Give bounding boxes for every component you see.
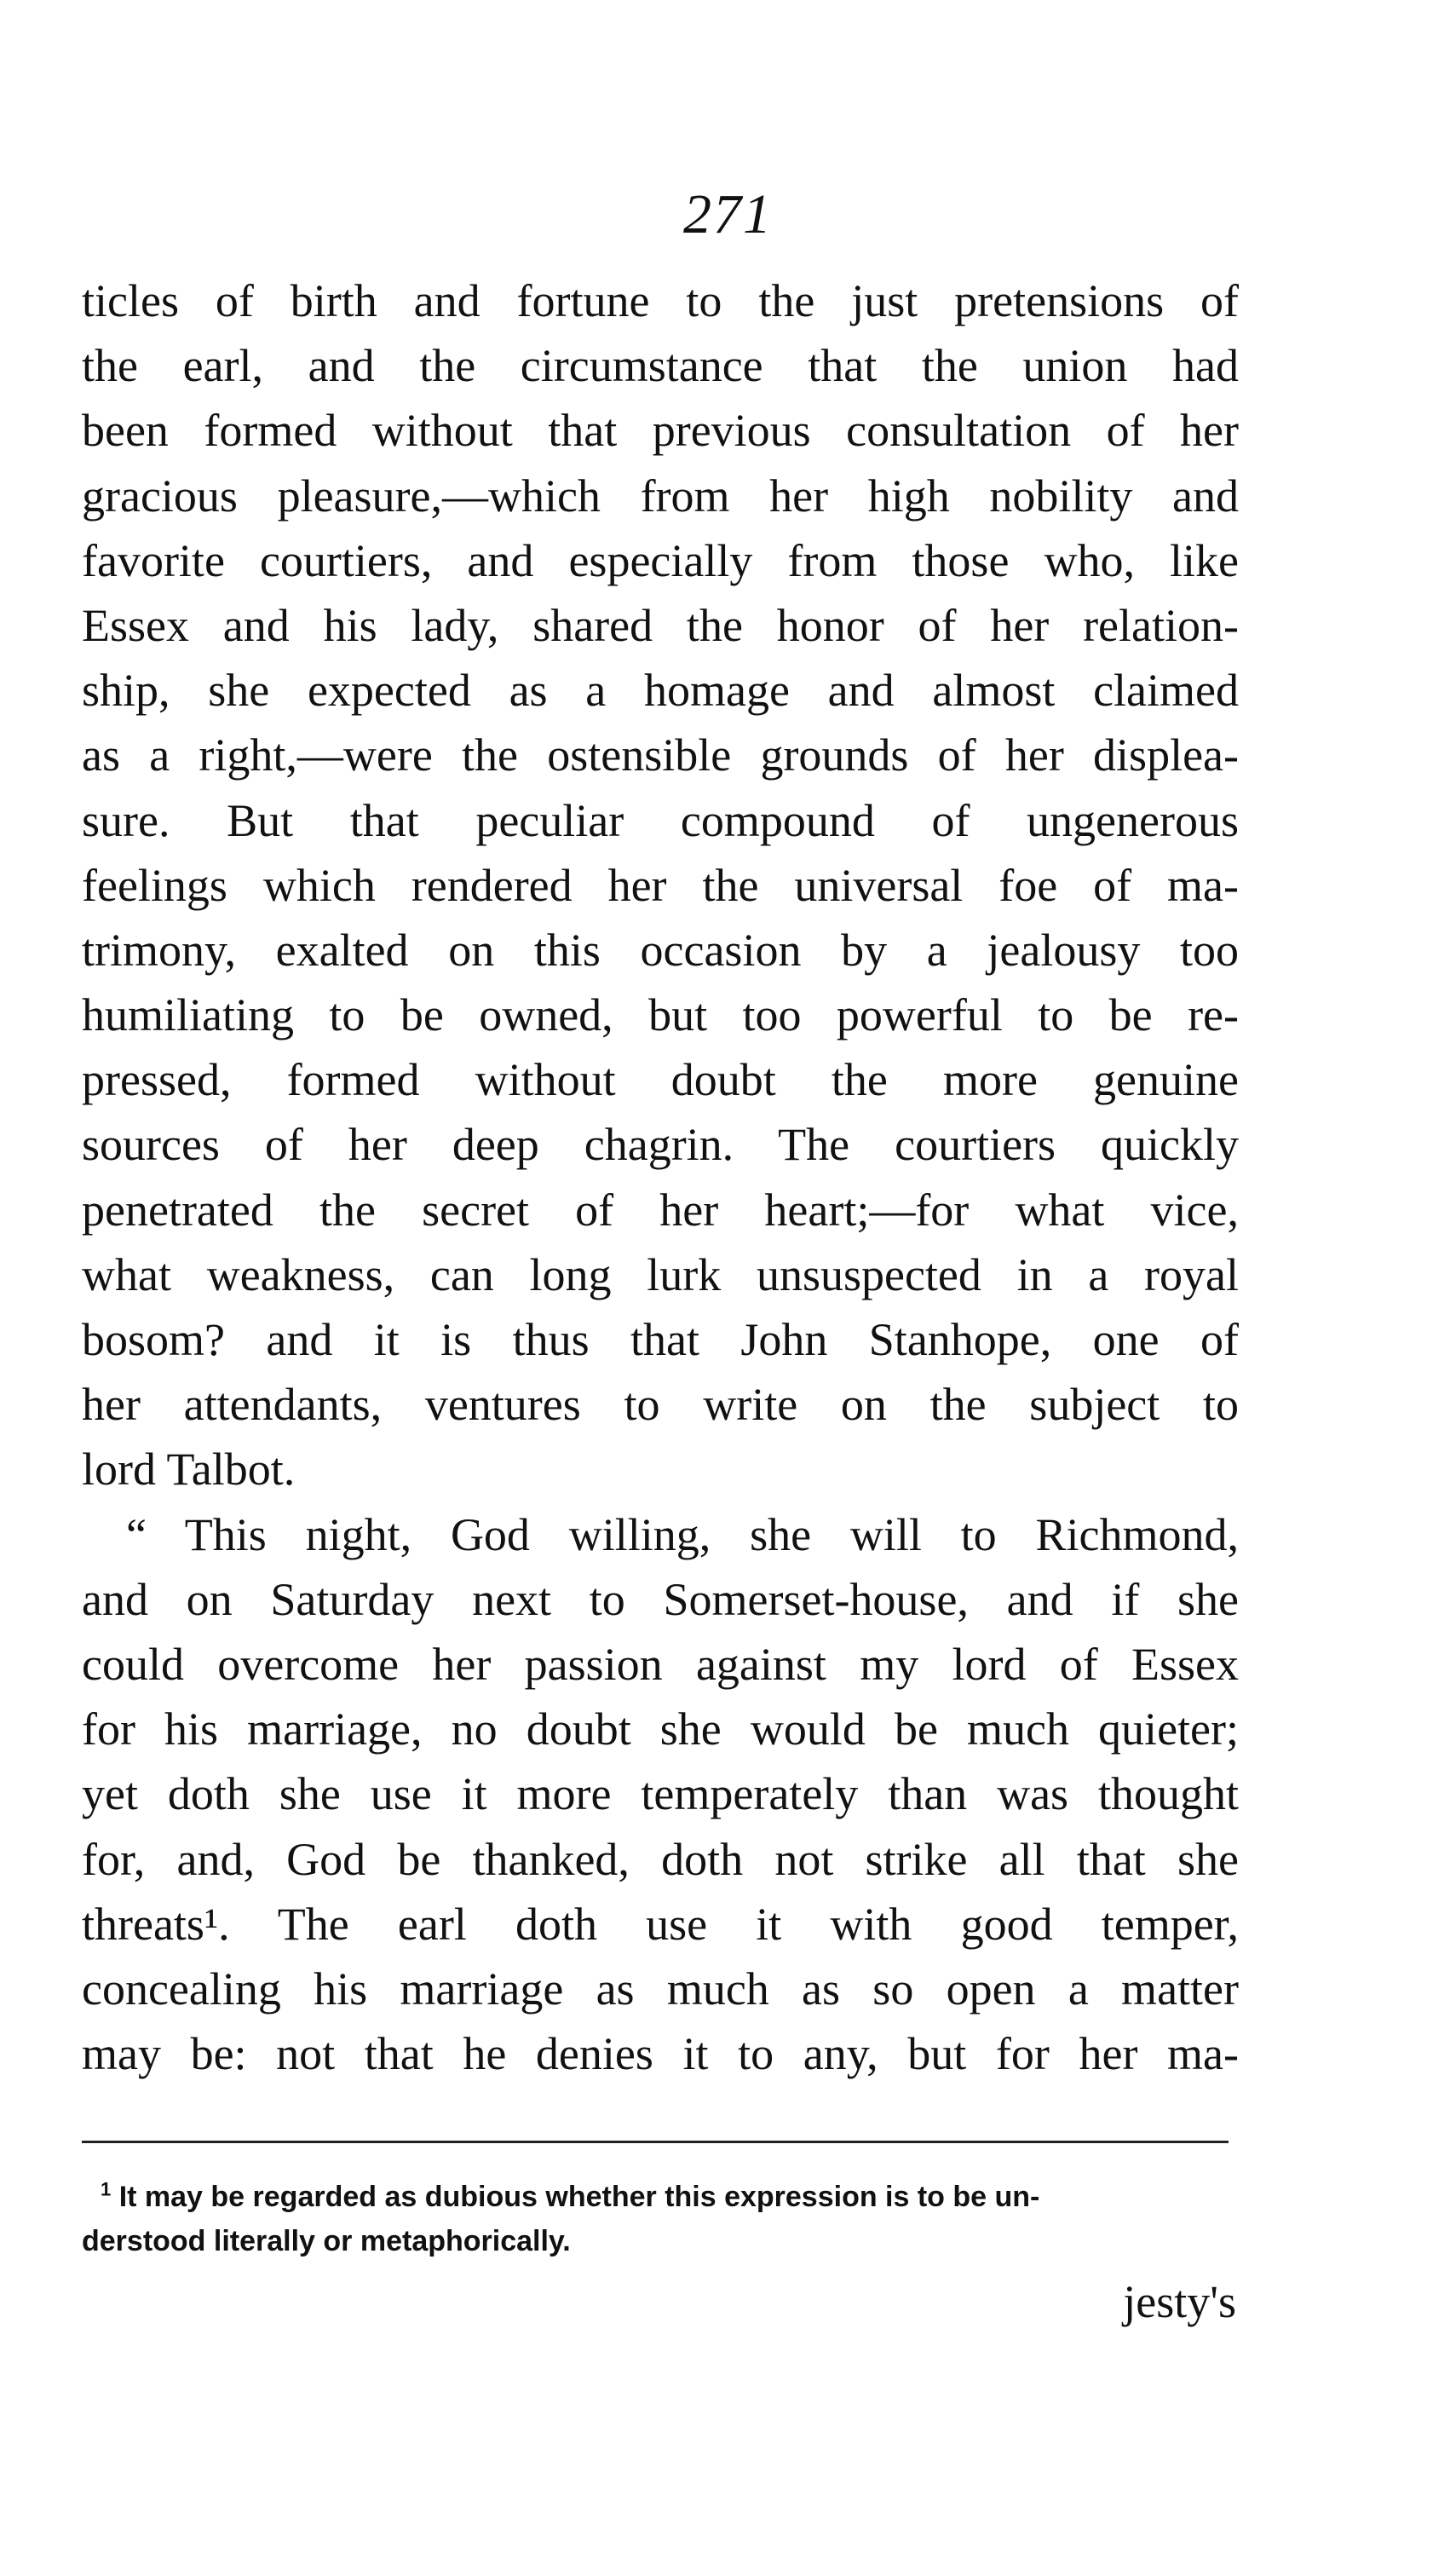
text-line: as a right,—were the ostensible grounds of her displea- — [82, 729, 1239, 781]
text-line: threats¹. The earl doth use it with good temper, — [82, 1898, 1239, 1950]
text-line: ticles of birth and fortune to the just pretensions of — [82, 275, 1239, 326]
text-line: and on Saturday next to Somerset-house, and if she — [82, 1573, 1239, 1625]
text-line: favorite courtiers, and especially from those who, like — [82, 534, 1239, 586]
main-text — [82, 268, 1239, 2086]
text-line: been formed without that previous consultation of her — [82, 405, 1239, 457]
footnote-line-1 — [82, 2175, 1229, 2219]
text-line: trimony, exalted on this occasion by a jealousy too — [82, 924, 1239, 976]
text-line: her attendants, ventures to write on the subject to — [82, 1379, 1239, 1431]
text-line: sources of her deep chagrin. The courtiers quickly — [82, 1119, 1239, 1171]
text-line: pressed, formed without doubt the more genuine — [82, 1054, 1239, 1106]
text-line: bosom? and it is thus that John Stanhope, one of — [82, 1314, 1239, 1365]
text-line: for his marriage, no doubt she would be much quieter; — [82, 1703, 1239, 1755]
text-line: for, and, God be thanked, doth not strike all that she — [82, 1833, 1239, 1885]
text-line: Essex and his lady, shared the honor of her relation- — [82, 599, 1239, 651]
text-line: could overcome her passion against my lord of Essex — [82, 1638, 1239, 1690]
text-line: gracious pleasure,—which from her high nobility and — [82, 470, 1239, 522]
page-number: 271 — [683, 183, 773, 245]
footnote-text: It may be regarded as dubious whether this expression is to be un- — [118, 2181, 1040, 2213]
text-line: concealing his marriage as much as so open a matter — [82, 1963, 1239, 2015]
text-line: humiliating to be owned, but too powerful to be re- — [82, 989, 1239, 1041]
text-line: penetrated the secret of her heart;—for what vice, — [82, 1184, 1239, 1236]
text-line: ship, she expected as a homage and almost claimed — [82, 665, 1239, 717]
text-line: sure. But that peculiar compound of ungenerous — [82, 794, 1239, 846]
footnote-marker: 1 — [101, 2178, 112, 2200]
text-line: feelings which rendered her the universal foe of ma- — [82, 859, 1239, 911]
text-line: “ This night, God willing, she will to Richmond, — [126, 1508, 1239, 1560]
text-line: the earl, and the circumstance that the union had — [82, 340, 1239, 392]
footnote — [82, 2175, 1229, 2263]
footnote-line-2: derstood literally or metaphorically. — [82, 2225, 571, 2257]
text-line: what weakness, can long lurk unsuspected in a royal — [82, 1248, 1239, 1300]
catchword: jesty's — [1123, 2276, 1236, 2327]
text-line: yet doth she use it more temperately than was thought — [82, 1768, 1239, 1820]
footnote-rule — [82, 2141, 1229, 2143]
text-line: lord Talbot. — [82, 1444, 296, 1496]
text-line: may be: not that he denies it to any, but for her ma- — [82, 2028, 1239, 2080]
